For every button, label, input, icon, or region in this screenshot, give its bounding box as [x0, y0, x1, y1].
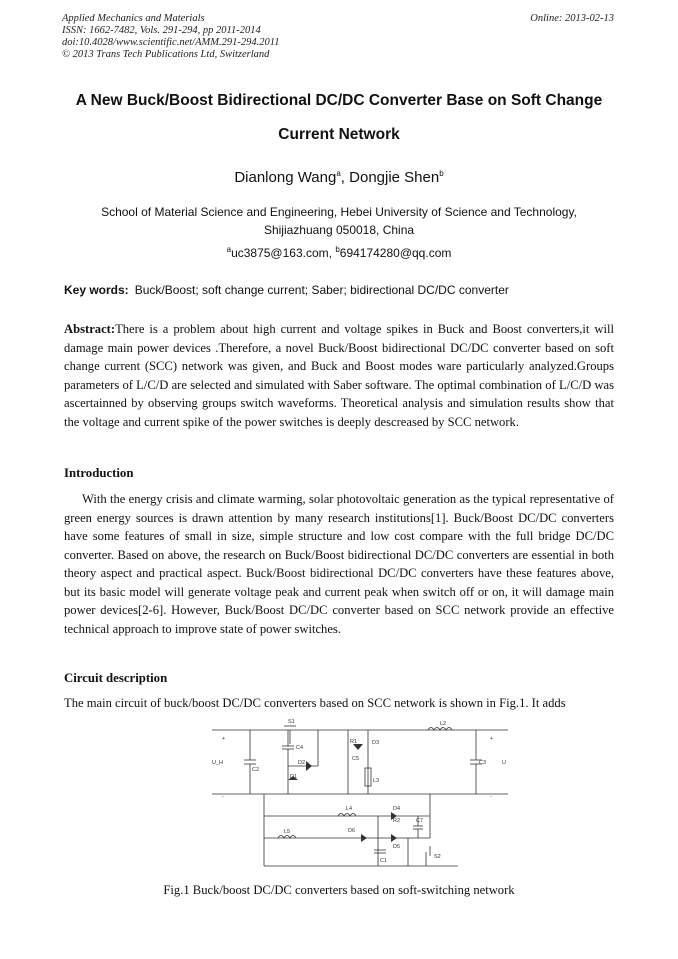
label-plus-left: + [222, 736, 226, 742]
label-l5: L5 [284, 829, 291, 835]
paper-title-line1: A New Buck/Boost Bidirectional DC/DC Converter Base on Soft Change [75, 92, 603, 109]
affiliation-line2: Shijiazhuang 050018, China [263, 223, 415, 237]
label-uh: U_H [212, 760, 224, 766]
introduction-heading: Introduction [64, 466, 134, 480]
d6-diode [361, 834, 367, 842]
email-b[interactable]: 694174280@qq.com [339, 246, 452, 260]
label-d5: D5 [393, 844, 401, 850]
label-ul: U [502, 760, 506, 766]
label-c3: C3 [479, 760, 487, 766]
author-2-sup: b [439, 169, 444, 178]
author-1: Dianlong Wang [234, 169, 337, 186]
circuit-text: The main circuit of buck/boost DC/DC converters based on SCC network is shown in Fig.1. It adds [64, 696, 566, 710]
journal-name: Applied Mechanics and Materials [62, 13, 205, 24]
label-l4: L4 [346, 806, 353, 812]
label-c1: C1 [380, 858, 388, 864]
label-r2: R2 [393, 818, 401, 824]
journal-doi: doi:10.4028/www.scientific.net/AMM.291-294.2011 [62, 37, 280, 48]
journal-issn: ISSN: 1662-7482, Vols. 291-294, pp 2011-2014 [62, 25, 261, 36]
d2-diode [306, 761, 312, 771]
journal-copyright: © 2013 Trans Tech Publications Ltd, Switzerland [62, 49, 270, 60]
email-a-sup: a [226, 245, 232, 254]
figure-caption: Fig.1 Buck/boost DC/DC converters based on soft-switching network [163, 883, 515, 897]
abstract [64, 320, 614, 431]
affiliation-line1: School of Material Science and Engineering, Hebei University of Science and Technology, [101, 205, 577, 219]
label-s1: S1 [288, 719, 295, 725]
email-a[interactable]: uc3875@163.com [231, 246, 329, 260]
introduction-text: With the energy crisis and climate warming, solar photovoltaic generation as the typical representative of green energy sources is drawn attention by many research institutions[1]. Buck/Boost DC/DC converters have some features of small in size, simple structure and low cost compare with the full bridge DC/DC converter. Based on above, the research on Buck/Boost bidirectional DC/DC converters are essential in both theory aspect and practical aspect. Buck/Boost bidirectional DC/DC converters have these features above, but its basic model will generate voltage peak and current peak when switch off or on, it will damage main power devices[2-6]. However, Buck/Boost DC/DC converter based on SCC network provide an effective technical approach to improve state of power switches. [64, 492, 614, 636]
label-c4: C4 [296, 745, 304, 751]
label-s2: S2 [434, 854, 441, 860]
label-d1: D1 [290, 774, 298, 780]
label-d3: D3 [372, 740, 380, 746]
keywords [64, 283, 509, 297]
label-minus-left: - [222, 794, 224, 800]
keywords-label: Key words: [64, 283, 129, 297]
label-c2: C2 [252, 767, 260, 773]
circuit-diagram [208, 716, 514, 874]
online-date: Online: 2013-02-13 [530, 13, 614, 24]
label-c5: C5 [352, 756, 360, 762]
paper-title-line2: Current Network [278, 126, 400, 143]
label-minus-right: - [490, 794, 492, 800]
author-2: Dongjie Shen [349, 169, 440, 186]
author-1-sup: a [336, 169, 341, 178]
label-d2: D2 [298, 760, 306, 766]
label-d6: D6 [348, 828, 356, 834]
label-r1: R1 [350, 739, 358, 745]
circuit-heading: Circuit description [64, 671, 168, 685]
label-l2: L2 [440, 721, 447, 727]
label-c7: C7 [416, 818, 424, 824]
label-plus-right: + [490, 736, 494, 742]
label-d4: D4 [393, 806, 401, 812]
keywords-text: Buck/Boost; soft change current; Saber; bidirectional DC/DC converter [134, 283, 509, 297]
author-emails: $^a$uc3875@163.com, $^b$694174280@qq.com [226, 245, 452, 260]
d5-diode [391, 834, 397, 842]
email-b-sup: b [335, 245, 340, 254]
abstract-label: Abstract: [64, 322, 116, 336]
journal-header [62, 13, 279, 61]
abstract-text: There is a problem about high current and voltage spikes in Buck and Boost converters,it will damage main power devices .Therefore, a novel Buck/Boost bidirectional DC/DC converter based on soft change current (SCC) network was given, and Buck and Boost modes ware particularly analyzed.Groups parameters of L/C/D are selected and simulated with Saber software. The optimal combination of L/C/D was ascertainned by observing groups switch waveforms. Theoretical analysis and simulation results show that the voltage and current spike of the power switches is deeply descreased by SCC network. [64, 322, 614, 429]
author-list: Dianlong Wang$^a$, Dongjie Shen$^b$ [234, 169, 444, 186]
label-l3: L3 [373, 778, 380, 784]
